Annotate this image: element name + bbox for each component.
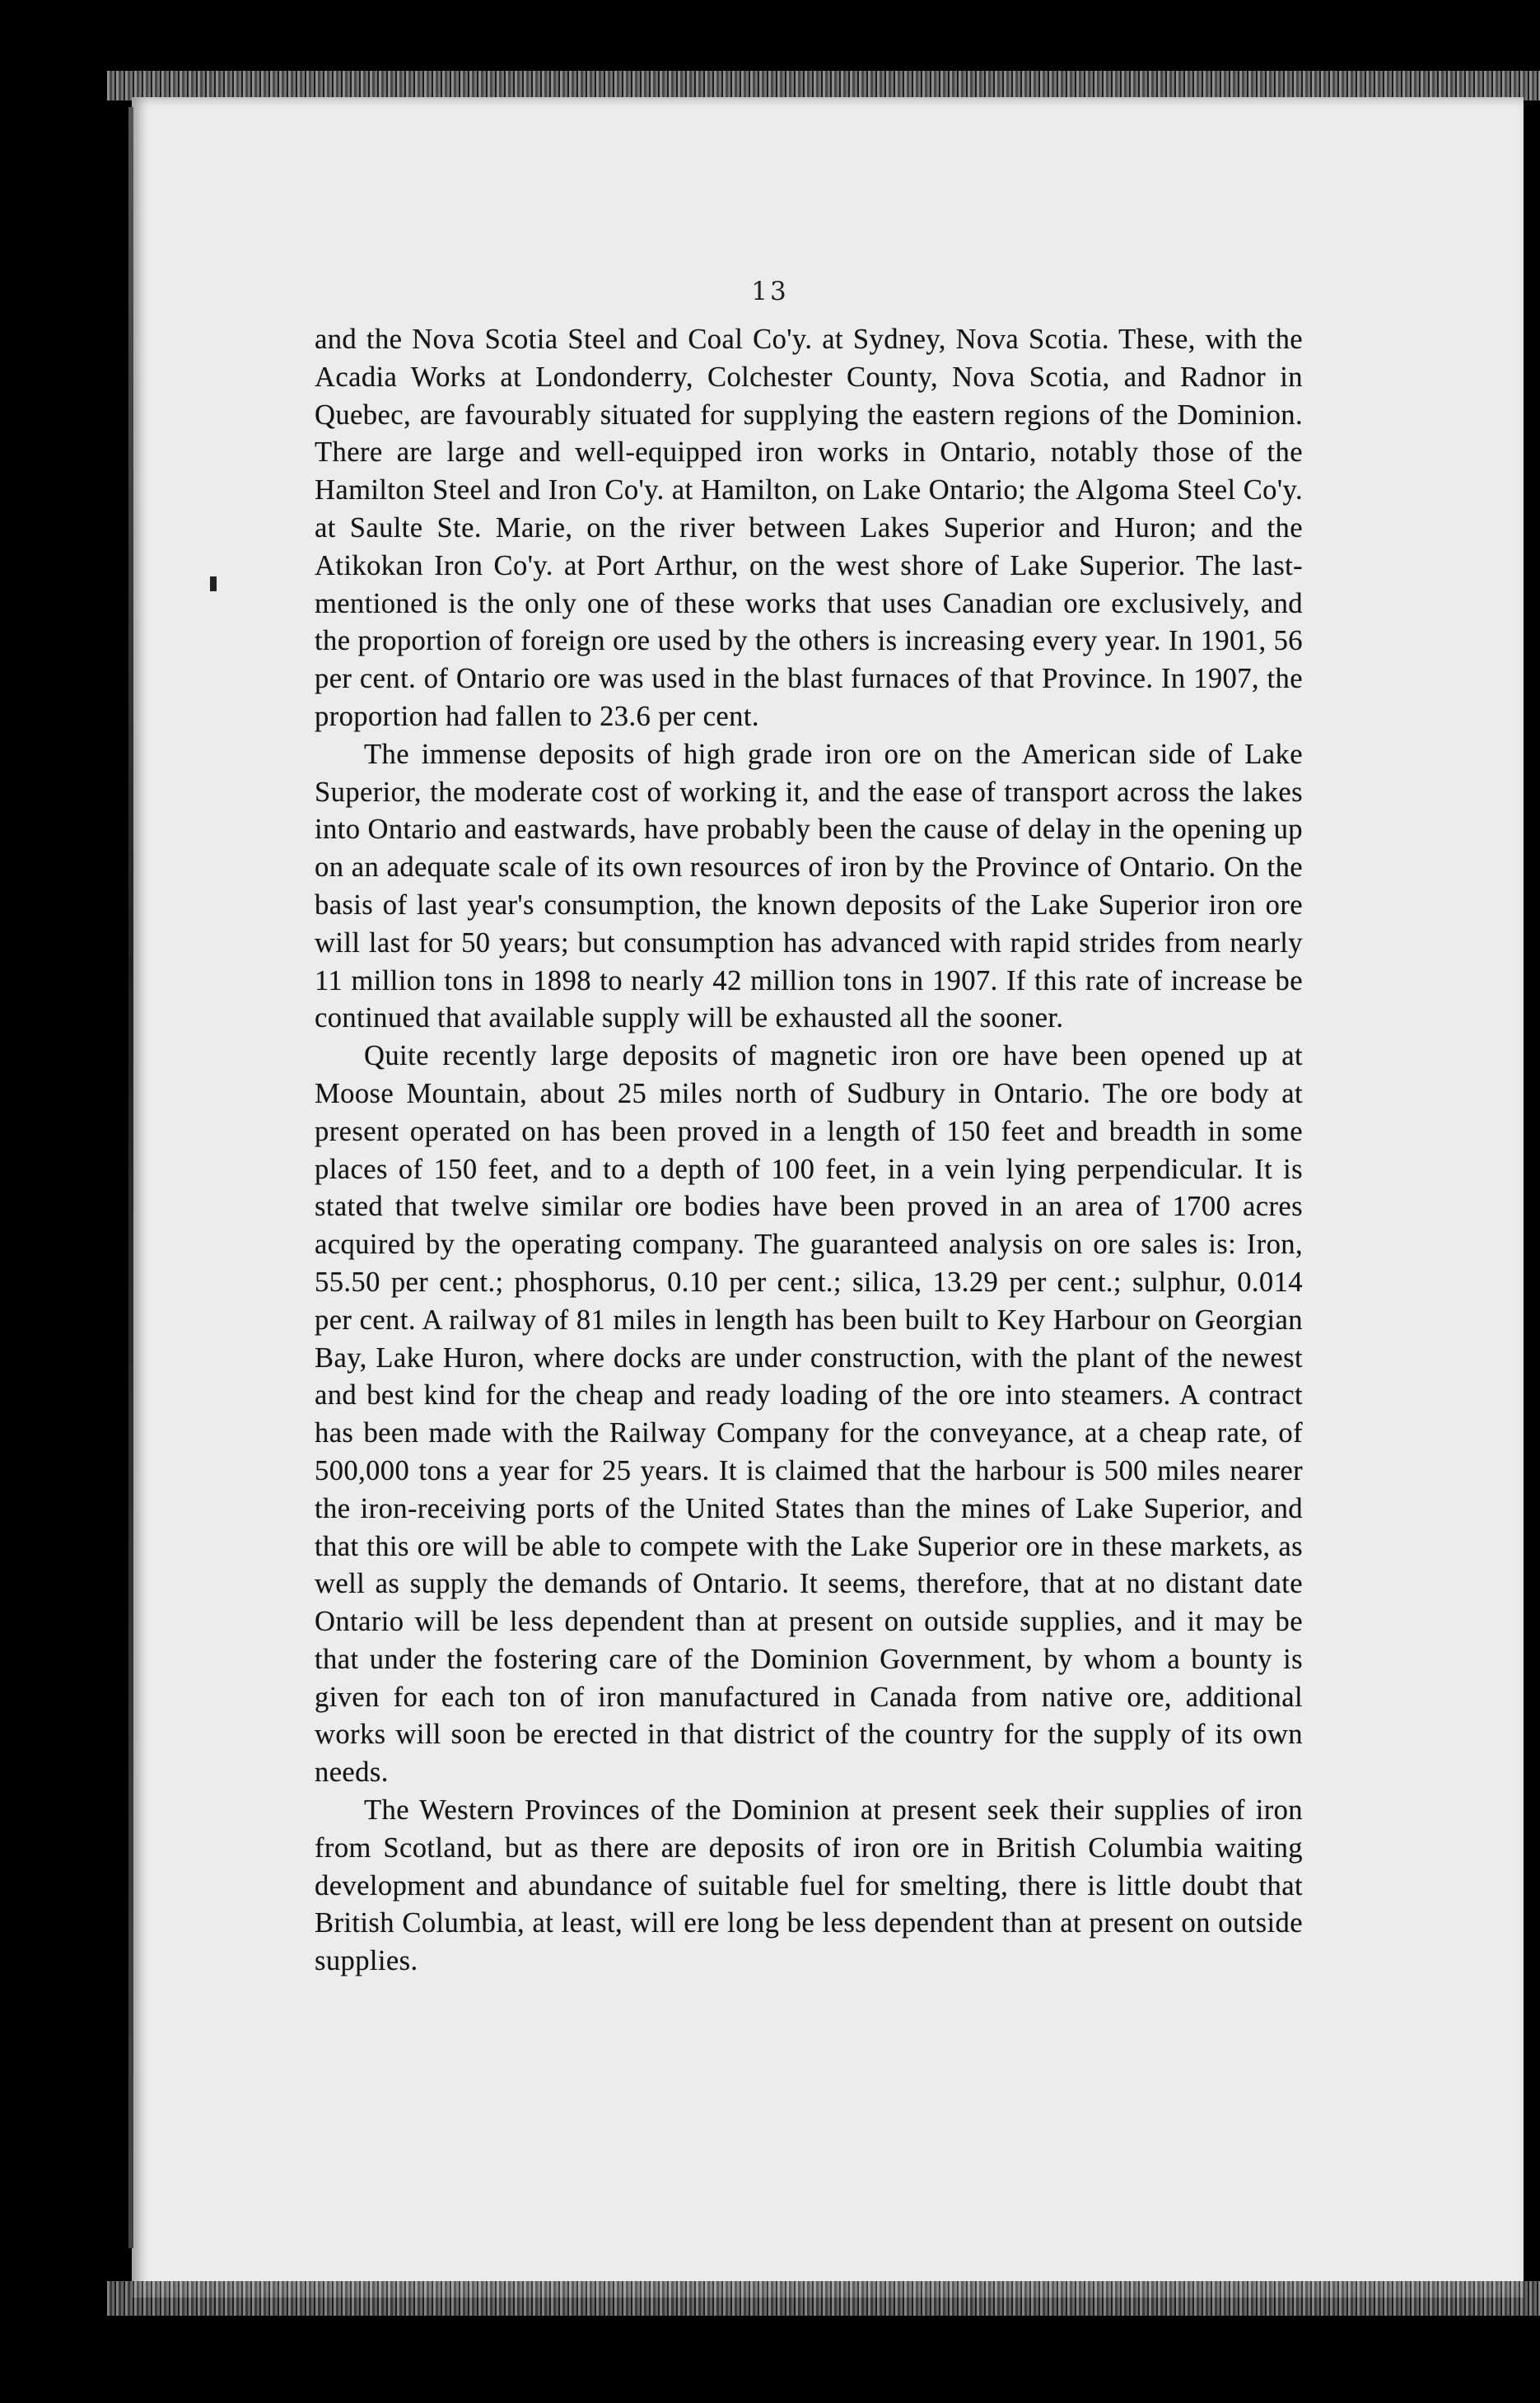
margin-mark — [210, 576, 217, 591]
binding-shadow — [128, 107, 133, 2248]
page-stack-edge-top — [107, 71, 1540, 100]
page-number: 13 — [751, 277, 789, 306]
paragraph: and the Nova Scotia Steel and Coal Co'y. at Sydney, Nova Scotia. These, with the Acadia Works at Londonderry, Colchester County, Nova Scotia, and Radnor in Quebec, are favourably situated for supplying the eastern regions of the Dominion. There are large and well-equipped iron works in Ontario, notably those of the Hamilton Steel and Iron Co'y. at Hamilton, on Lake Ontario; the Algoma Steel Co'y. at Saulte Ste. Marie, on the river between Lakes Superior and Huron; and the Atikokan Iron Co'y. at Port Arthur, on the west shore of Lake Superior. The last-mentioned is the only one of these works that uses Canadian ore exclusively, and the proportion of foreign ore used by the others is increasing every year. In 1901, 56 per cent. of Ontario ore was used in the blast furnaces of that Province. In 1907, the proportion had fallen to 23.6 per cent. — [315, 324, 1303, 732]
paragraph: The Western Provinces of the Dominion at present seek their supplies of iron from Scotland, but as there are deposits of iron ore in British Columbia waiting development and abundance of suitable fuel for smelting, there is little doubt that British Columbia, at least, will ere long be less dependent than at present on outside supplies. — [315, 1794, 1303, 1977]
page-stack-edge-bottom — [107, 2281, 1540, 2316]
paragraph: The immense deposits of high grade iron ore on the American side of Lake Superior, the moderate cost of working it, and the ease of transport across the lakes into Ontario and eastwards, have probably been the cause of delay in the opening up on an adequate scale of its own resources of iron by the Province of Ontario. On the basis of last year's consumption, the known deposits of the Lake Superior iron ore will last for 50 years; but consumption has advanced with rapid strides from nearly 11 million tons in 1898 to nearly 42 million tons in 1907. If this rate of increase be continued that available supply will be exhausted all the sooner. — [315, 738, 1303, 1034]
body-text — [315, 321, 1303, 1981]
paragraph: Quite recently large deposits of magnetic iron ore have been opened up at Moose Mountain, about 25 miles north of Sudbury in Ontario. The ore body at present operated on has been proved in a length of 150 feet and breadth in some places of 150 feet, and to a depth of 100 feet, in a vein lying perpendicular. It is stated that twelve similar ore bodies have been proved in an area of 1700 acres acquired by the operating company. The guaranteed analysis on ore sales is: Iron, 55.50 per cent.; phosphorus, 0.10 per cent.; silica, 13.29 per cent.; sulphur, 0.014 per cent. A railway of 81 miles in length has been built to Key Harbour on Georgian Bay, Lake Huron, where docks are under construction, with the plant of the newest and best kind for the cheap and ready loading of the ore into steamers. A contract has been made with the Railway Company for the conveyance, at a cheap rate, of 500,000 tons a year for 25 years. It is claimed that the harbour is 500 miles nearer the iron-receiving ports of the United States than the mines of Lake Superior, and that this ore will be able to compete with the Lake Superior ore in these markets, as well as supply the demands of Ontario. It seems, therefore, that at no distant date Ontario will be less dependent than at present on outside supplies, and it may be that under the fostering care of the Dominion Government, by whom a bounty is given for each ton of iron manufactured in Canada from native ore, additional works will soon be erected in that district of the country for the supply of its own needs. — [315, 1040, 1303, 1789]
